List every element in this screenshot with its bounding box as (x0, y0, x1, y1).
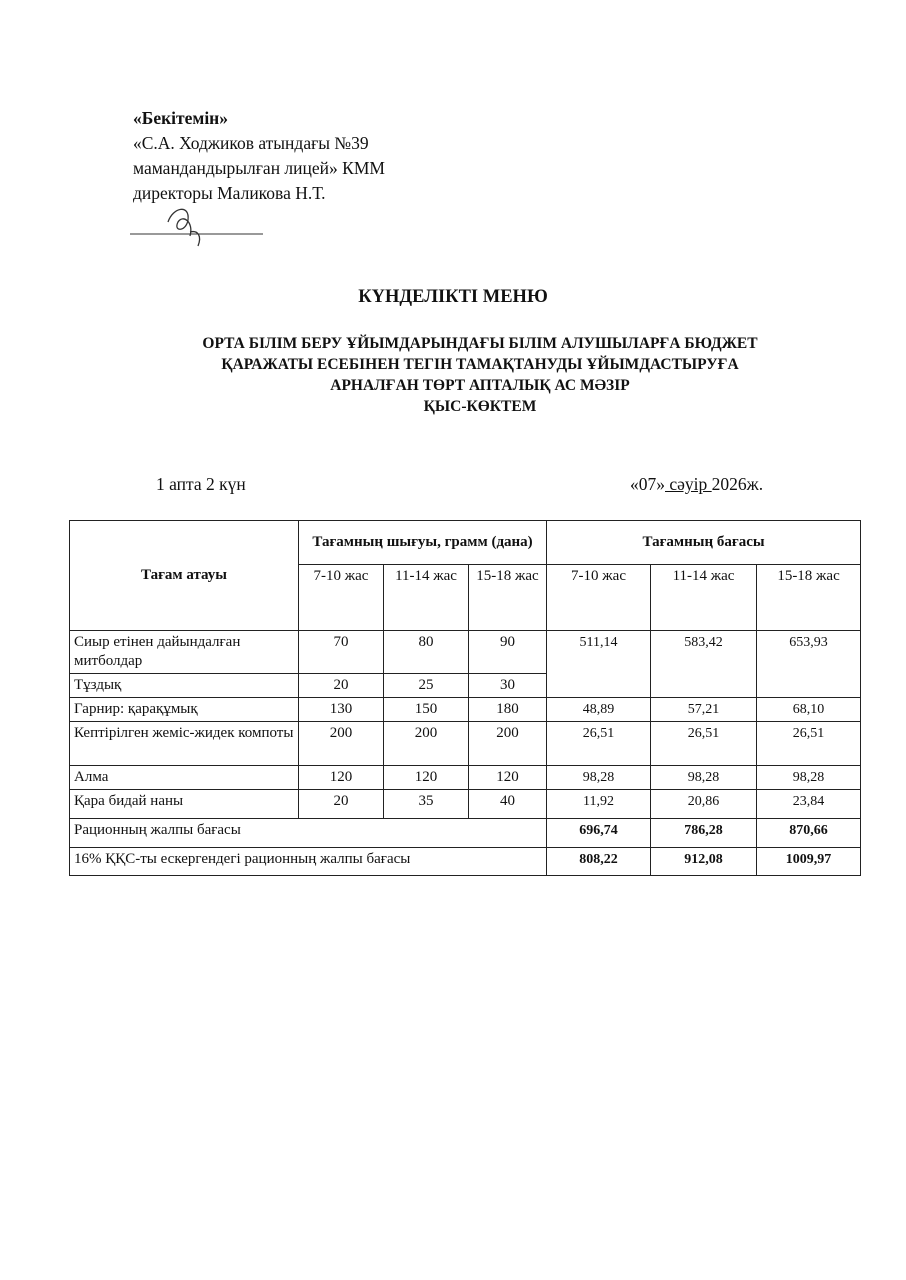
menu-table (69, 520, 861, 876)
page-subtitle (120, 333, 840, 417)
table-row (70, 722, 861, 766)
dish-name: Алма (70, 766, 299, 790)
yield-value: 120 (469, 766, 547, 790)
yield-age-11-14: 11-14 жас (384, 565, 469, 631)
header-dish-name: Тағам атауы (70, 521, 299, 631)
dish-name: Сиыр етінен дайындалған митболдар (70, 631, 299, 674)
director-signature (128, 202, 268, 252)
total-label: Рационның жалпы бағасы (70, 819, 547, 848)
subtitle-line-2: ҚАРАЖАТЫ ЕСЕБІНЕН ТЕГІН ТАМАҚТАНУДЫ ҰЙЫМДАСТЫРУҒА (221, 356, 739, 373)
price-value: 98,28 (757, 766, 861, 790)
yield-value: 120 (299, 766, 384, 790)
yield-age-15-18: 15-18 жас (469, 565, 547, 631)
yield-value: 35 (384, 790, 469, 819)
menu-date (630, 474, 763, 495)
price-value: 11,92 (547, 790, 651, 819)
price-value: 583,42 (651, 631, 757, 698)
date-month: сәуір (665, 474, 712, 494)
dish-name: Тұздық (70, 674, 299, 698)
vat-total-label: 16% ҚҚС-ты ескергендегі рационның жалпы бағасы (70, 848, 547, 876)
dish-name: Гарнир: қарақұмық (70, 698, 299, 722)
page-title: КҮНДЕЛІКТІ МЕНЮ (358, 287, 548, 307)
approval-line-4: директоры Маликова Н.Т. (133, 183, 326, 203)
price-value: 98,28 (651, 766, 757, 790)
price-value: 26,51 (547, 722, 651, 766)
price-value: 23,84 (757, 790, 861, 819)
subtitle-line-3: АРНАЛҒАН ТӨРТ АПТАЛЫҚ АС МӘЗІР (330, 377, 630, 394)
approval-line-3: мамандандырылған лицей» КММ (133, 158, 385, 178)
vat-total-row (70, 848, 861, 876)
yield-value: 40 (469, 790, 547, 819)
price-value: 26,51 (757, 722, 861, 766)
table-row (70, 698, 861, 722)
yield-value: 180 (469, 698, 547, 722)
yield-value: 120 (384, 766, 469, 790)
week-day: 1 апта 2 күн (156, 474, 246, 494)
header-price: Тағамның бағасы (547, 521, 861, 565)
yield-value: 20 (299, 790, 384, 819)
table-row (70, 766, 861, 790)
table-row (70, 631, 861, 674)
yield-value: 25 (384, 674, 469, 698)
total-value: 870,66 (757, 819, 861, 848)
price-value: 653,93 (757, 631, 861, 698)
date-day: «07» (630, 474, 665, 494)
price-age-15-18: 15-18 жас (757, 565, 861, 631)
yield-age-7-10: 7-10 жас (299, 565, 384, 631)
price-value: 98,28 (547, 766, 651, 790)
yield-value: 80 (384, 631, 469, 674)
vat-total-value: 1009,97 (757, 848, 861, 876)
approval-heading: «Бекітемін» (133, 108, 229, 128)
dish-name: Кептірілген жеміс-жидек компоты (70, 722, 299, 766)
header-yield: Тағамның шығуы, грамм (дана) (299, 521, 547, 565)
price-age-11-14: 11-14 жас (651, 565, 757, 631)
approval-block (133, 106, 385, 206)
date-year: 2026ж. (711, 474, 764, 494)
yield-value: 70 (299, 631, 384, 674)
price-value: 511,14 (547, 631, 651, 698)
price-value: 57,21 (651, 698, 757, 722)
yield-value: 130 (299, 698, 384, 722)
yield-value: 200 (384, 722, 469, 766)
price-value: 48,89 (547, 698, 651, 722)
total-value: 786,28 (651, 819, 757, 848)
price-value: 20,86 (651, 790, 757, 819)
subtitle-line-1: ОРТА БІЛІМ БЕРУ ҰЙЫМДАРЫНДАҒЫ БІЛІМ АЛУШЫЛАРҒА БЮДЖЕТ (202, 335, 758, 352)
yield-value: 30 (469, 674, 547, 698)
yield-value: 20 (299, 674, 384, 698)
total-value: 696,74 (547, 819, 651, 848)
price-age-7-10: 7-10 жас (547, 565, 651, 631)
vat-total-value: 912,08 (651, 848, 757, 876)
approval-line-2: «С.А. Ходжиков атындағы №39 (133, 133, 369, 153)
yield-value: 150 (384, 698, 469, 722)
yield-value: 200 (469, 722, 547, 766)
yield-value: 90 (469, 631, 547, 674)
total-row (70, 819, 861, 848)
price-value: 26,51 (651, 722, 757, 766)
table-row (70, 790, 861, 819)
subtitle-line-4: ҚЫС-КӨКТЕМ (423, 398, 537, 415)
vat-total-value: 808,22 (547, 848, 651, 876)
dish-name: Қара бидай наны (70, 790, 299, 819)
price-value: 68,10 (757, 698, 861, 722)
yield-value: 200 (299, 722, 384, 766)
